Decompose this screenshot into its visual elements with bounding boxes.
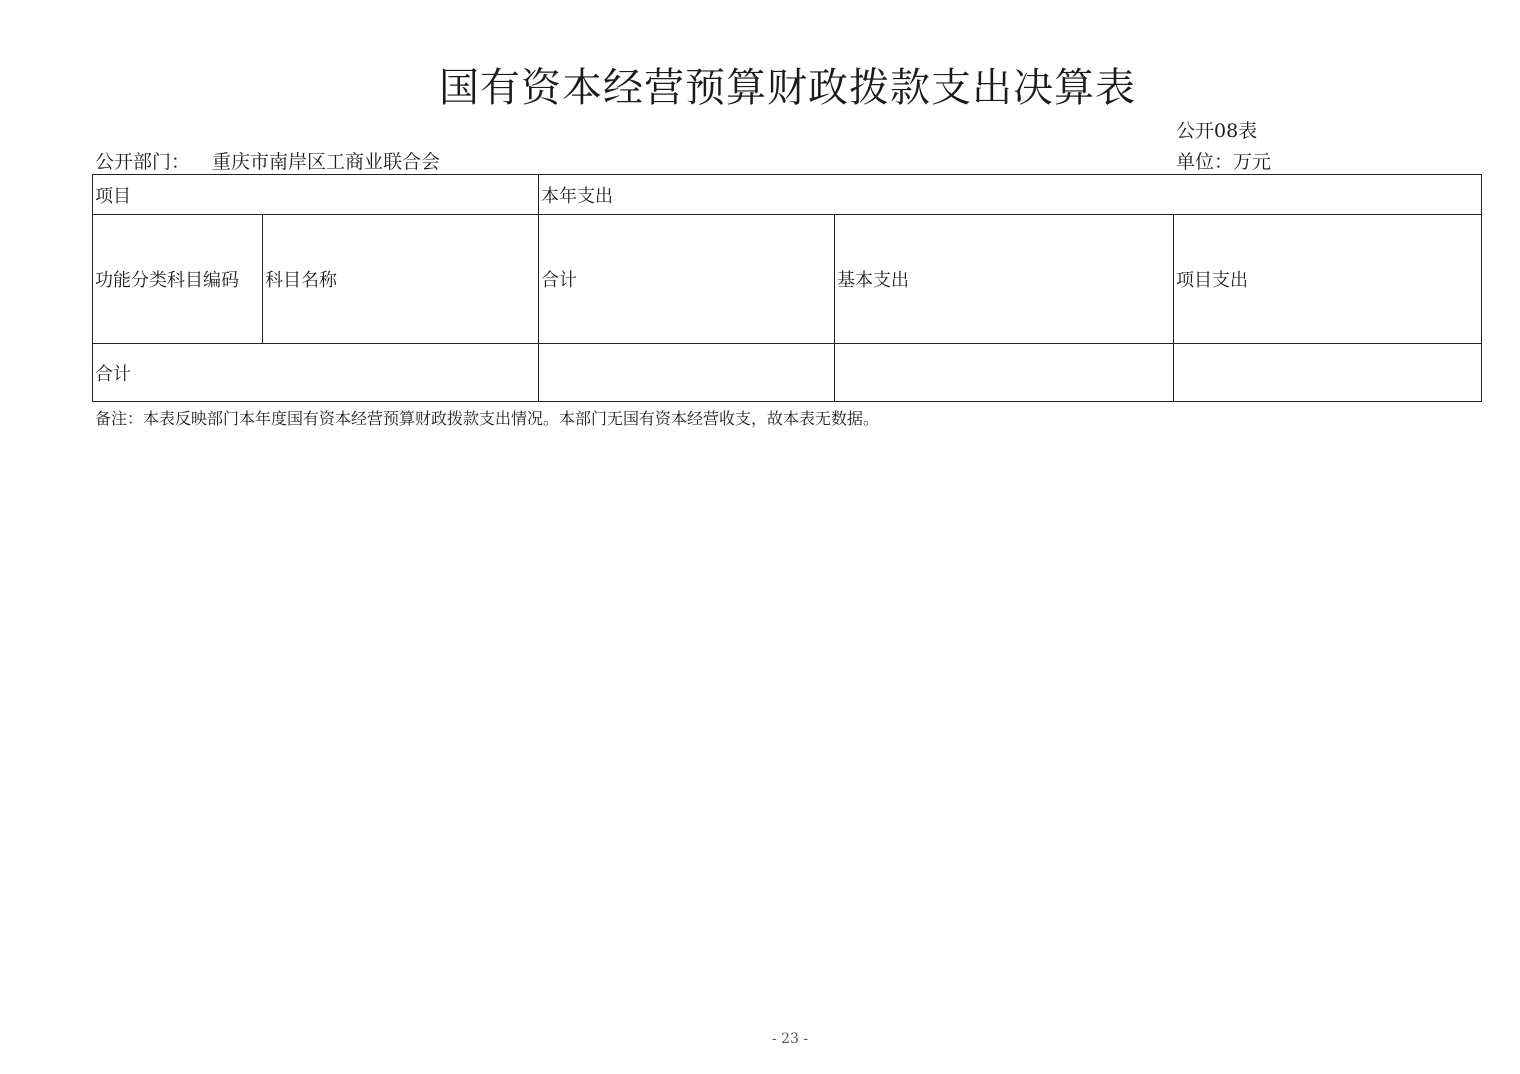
header-current-year-expense: 本年支出 bbox=[539, 175, 1482, 215]
col-function-code: 功能分类科目编码 bbox=[93, 215, 263, 344]
col-total: 合计 bbox=[539, 215, 835, 344]
table-note: 备注：本表反映部门本年度国有资本经营预算财政拨款支出情况。本部门无国有资本经营收支，故本表无数据。 bbox=[95, 409, 880, 428]
unit-label: 单位：万元 bbox=[1176, 151, 1272, 173]
total-row-project bbox=[1174, 344, 1482, 402]
col-subject-name: 科目名称 bbox=[263, 215, 539, 344]
total-row-total bbox=[539, 344, 835, 402]
form-number: 公开08表 bbox=[1176, 120, 1258, 142]
page-number: - 23 - bbox=[771, 1031, 809, 1047]
col-basic-expense: 基本支出 bbox=[835, 215, 1174, 344]
table-subheader-row bbox=[93, 215, 1482, 344]
table-header-row bbox=[93, 175, 1482, 215]
department-line bbox=[95, 147, 440, 174]
table-total-row bbox=[93, 344, 1482, 402]
total-row-label: 合计 bbox=[93, 344, 539, 402]
col-project-expense: 项目支出 bbox=[1174, 215, 1482, 344]
department-label: 公开部门： bbox=[95, 151, 191, 173]
department-name: 重庆市南岸区工商业联合会 bbox=[212, 151, 441, 173]
total-row-basic bbox=[835, 344, 1174, 402]
page-title: 国有资本经营预算财政拨款支出决算表 bbox=[439, 65, 1136, 111]
header-project: 项目 bbox=[93, 175, 539, 215]
expense-table bbox=[92, 174, 1482, 402]
